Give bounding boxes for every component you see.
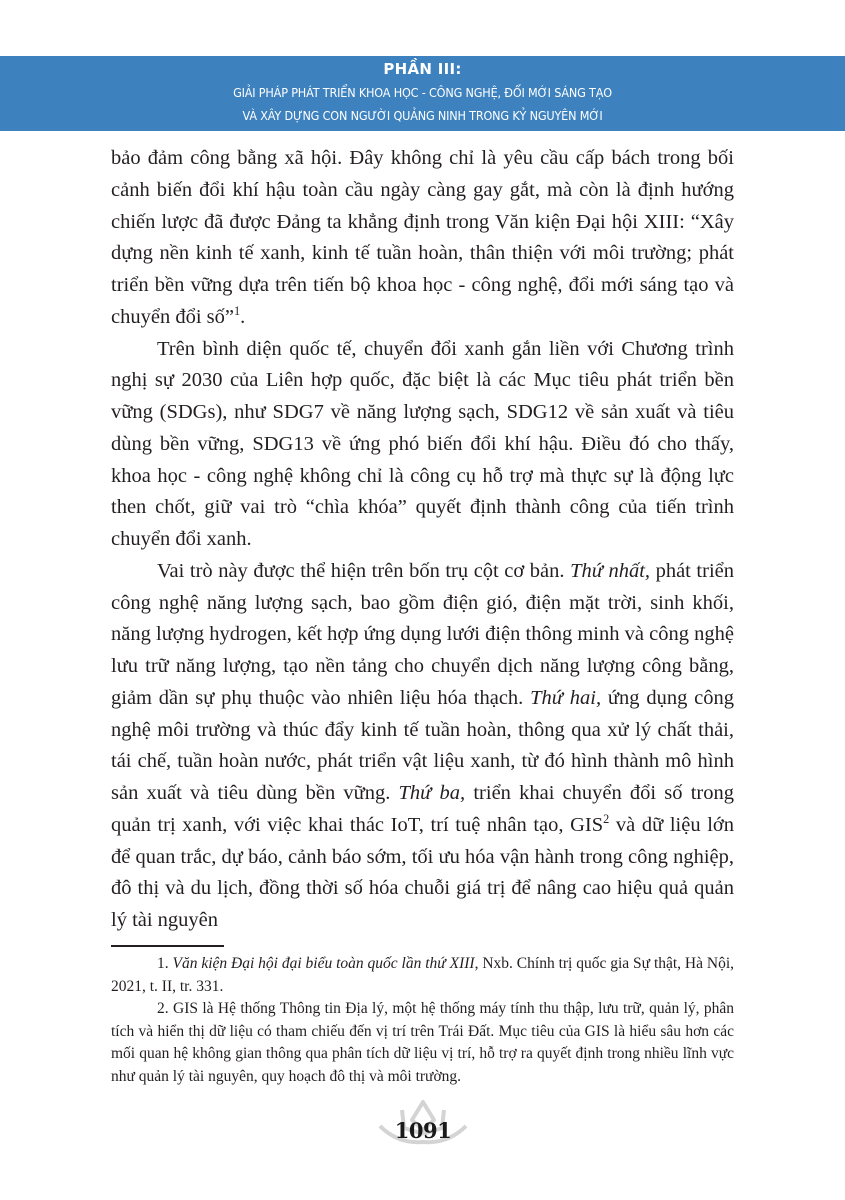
part-label: PHẦN III:: [383, 60, 462, 78]
footnote-1-title: Văn kiện Đại hội đại biểu toàn quốc lần thứ XIII: [172, 955, 475, 972]
paragraph-1-end: .: [240, 305, 246, 328]
paragraph-3-part1: Vai trò này được thể hiện trên bốn trụ cột cơ bản.: [157, 559, 571, 582]
paragraph-3-part2: phát triển công nghệ năng lượng sạch, bao gồm điện gió, điện mặt trời, sinh khối, năng lượng hydrogen, kết hợp ứng dụng lưới điện thông minh và công nghệ lưu trữ năng lượng, tạo nền tảng cho chuyển dịch năng lượng công bằng, giảm dần sự phụ thuộc vào nhiên liệu hóa thạch.: [111, 559, 734, 709]
emphasis-first: Thứ nhất,: [570, 559, 651, 582]
page-number-block: [372, 1098, 474, 1150]
footnote-ref-2[interactable]: 2: [603, 811, 610, 826]
paragraph-1: [111, 143, 734, 334]
footnote-2-number: 2.: [157, 1000, 173, 1017]
footnote-2: [111, 998, 734, 1088]
paragraph-1-text: bảo đảm công bằng xã hội. Đây không chỉ là yêu cầu cấp bách trong bối cảnh biến đổi khí hậu toàn cầu ngày càng gay gắt, mà còn là định hướng chiến lược đã được Đảng ta khẳng định trong Văn kiện Đại hội XIII: “Xây dựng nền kinh tế xanh, kinh tế tuần hoàn, thân thiện với môi trường; phát triển bền vững dựa trên tiến bộ khoa học - công nghệ, đổi mới sáng tạo và chuyển đổi số”: [111, 147, 734, 328]
footnote-1-rest: , Nxb. Chính trị quốc gia Sự thật, Hà Nội, 2021, t. II, tr. 331.: [111, 955, 735, 995]
footnote-2-text: GIS là Hệ thống Thông tin Địa lý, một hệ thống máy tính thu thập, lưu trữ, quản lý, phân tích và hiển thị dữ liệu có tham chiếu đến vị trí trên Trái Đất. Mục tiêu của GIS là hiểu sâu hơn các mối quan hệ không gian thông qua phân tích dữ liệu vị trí, hỗ trợ ra quyết định trong nhiều lĩnh vực như quản lý tài nguyên, quy hoạch đô thị và môi trường.: [111, 1000, 735, 1085]
section-header-banner: [0, 56, 845, 131]
footnote-ref-1[interactable]: 1: [233, 303, 241, 318]
page-number: 1091: [394, 1118, 452, 1143]
footnote-divider: [111, 945, 224, 947]
emphasis-third: Thứ ba,: [398, 782, 466, 804]
footnote-1-number: 1.: [157, 955, 173, 972]
footnotes: [111, 953, 734, 1088]
paragraph-3-part4: triển khai chuyển đổi số trong quản trị xanh, với việc khai thác IoT, trí tuệ nhân tạo, GIS: [111, 782, 734, 836]
emphasis-second: Thứ hai,: [530, 686, 602, 709]
paragraph-3-part3: ứng dụng công nghệ môi trường và thúc đẩy kinh tế tuần hoàn, thông qua xử lý chất thải, tái chế, tuần hoàn nước, phát triển vật liệu xanh, từ đó hình thành mô hình sản xuất và tiêu dùng bền vững.: [111, 686, 734, 804]
section-subtitle-line1: GIẢI PHÁP PHÁT TRIỂN KHOA HỌC - CÔNG NGHỆ, ĐỔI MỚI SÁNG TẠO: [233, 85, 612, 100]
paragraph-3: [111, 556, 734, 937]
section-subtitle-line2: VÀ XÂY DỰNG CON NGƯỜI QUẢNG NINH TRONG KỶ NGUYÊN MỚI: [242, 108, 603, 123]
paragraph-3-part5: và dữ liệu lớn để quan trắc, dự báo, cảnh báo sớm, tối ưu hóa vận hành trong công nghiệp, đô thị và du lịch, đồng thời số hóa chuỗi giá trị để nâng cao hiệu quả quản lý tài nguyên: [111, 813, 734, 931]
body-text: [111, 143, 734, 937]
footnote-1: [111, 953, 734, 998]
paragraph-2: Trên bình diện quốc tế, chuyển đổi xanh gắn liền với Chương trình nghị sự 2030 của Liên hợp quốc, đặc biệt là các Mục tiêu phát triển bền vững (SDGs), như SDG7 về năng lượng sạch, SDG12 về sản xuất và tiêu dùng bền vững, SDG13 về ứng phó biến đổi khí hậu. Điều đó cho thấy, khoa học - công nghệ không chỉ là công cụ hỗ trợ mà thực sự là động lực then chốt, giữ vai trò “chìa khóa” quyết định thành công của tiến trình chuyển đổi xanh.: [111, 337, 734, 550]
